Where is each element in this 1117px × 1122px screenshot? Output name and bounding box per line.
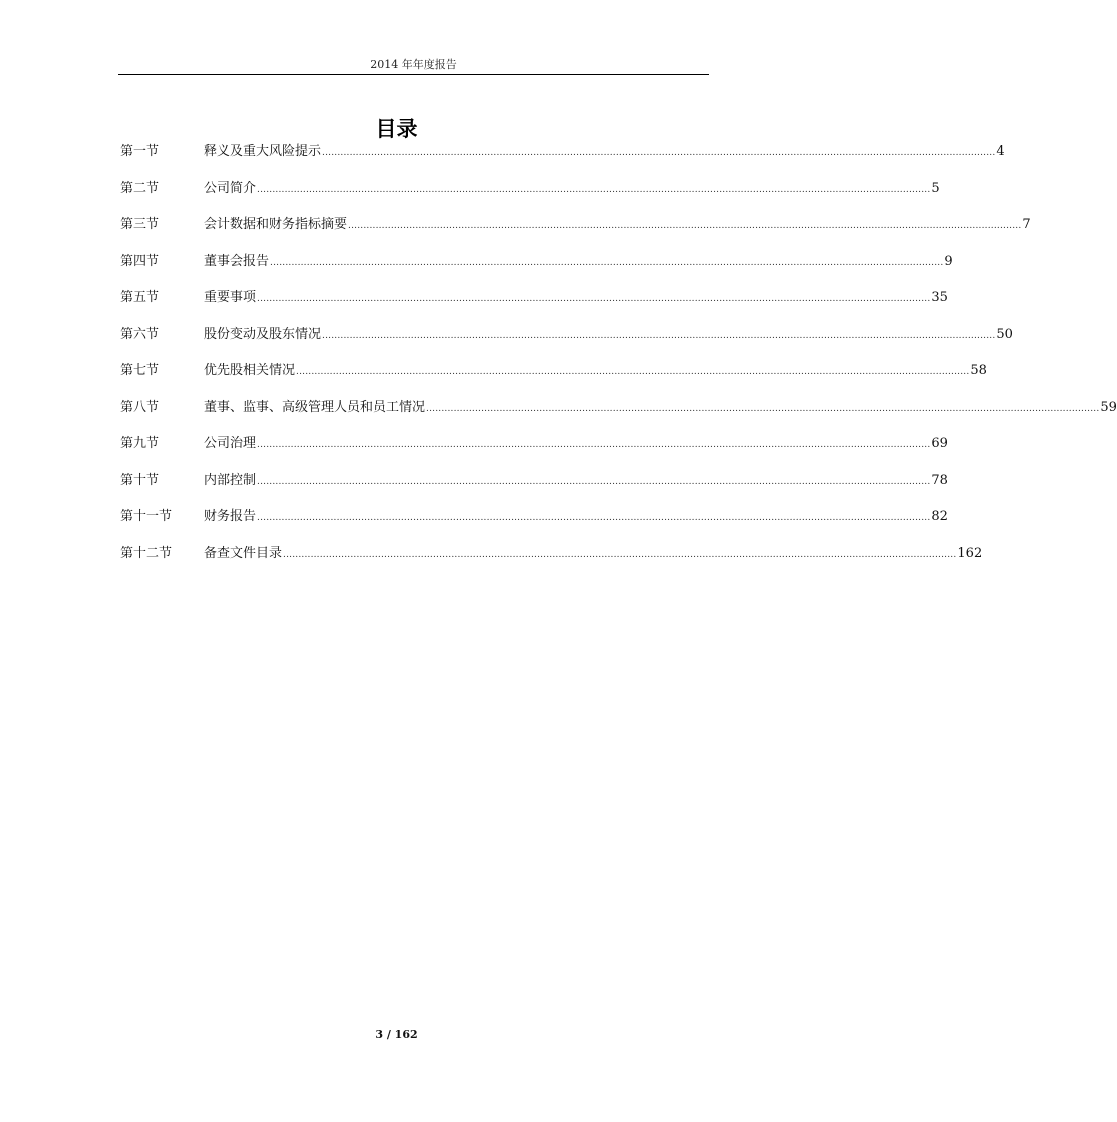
toc-page-number: 7 <box>1022 217 1031 232</box>
toc-section-number: 第十一节 <box>120 509 173 524</box>
toc-entry[interactable] <box>120 398 1117 435</box>
toc-entry[interactable] <box>120 434 948 471</box>
toc-section-number: 第七节 <box>120 363 160 378</box>
toc-leader-dots: ............................................................................................................................................................................................................................ <box>322 330 996 341</box>
toc-section-title: 董事会报告 <box>204 253 270 269</box>
toc-entry[interactable] <box>120 288 948 325</box>
toc-page-number: 35 <box>931 290 948 305</box>
toc-page-number: 82 <box>931 509 948 524</box>
toc-entry[interactable] <box>120 142 1005 179</box>
toc-section-number: 第二节 <box>120 180 160 196</box>
page-number: 3 / 162 <box>375 1028 418 1041</box>
header-divider <box>118 74 709 75</box>
toc-title: 目录 <box>375 117 418 141</box>
toc-page-number: 4 <box>996 144 1005 159</box>
toc-entry[interactable] <box>120 471 948 508</box>
toc-page-number: 78 <box>931 472 948 488</box>
toc-entry[interactable] <box>120 507 948 544</box>
toc-page-number: 58 <box>970 363 987 378</box>
toc-section-number: 第六节 <box>120 326 160 342</box>
toc-section-title: 优先股相关情况 <box>204 363 296 378</box>
toc-leader-dots: ............................................................................................................................................................................................................................ <box>257 476 931 487</box>
toc-section-number: 第十节 <box>120 472 160 488</box>
toc-leader-dots: ............................................................................................................................................................................................................................ <box>283 549 957 560</box>
toc-page-number: 162 <box>957 545 983 561</box>
toc-page-number: 69 <box>931 436 948 451</box>
toc-section-title: 重要事项 <box>204 290 257 305</box>
toc-section-number: 第五节 <box>120 290 160 305</box>
toc-leader-dots: ............................................................................................................................................................................................................................ <box>426 403 1100 414</box>
toc-entry[interactable] <box>120 325 1013 362</box>
toc-entry[interactable] <box>120 544 983 581</box>
toc-section-title: 公司治理 <box>204 436 257 451</box>
toc-entry[interactable] <box>120 179 940 216</box>
toc-section-title: 股份变动及股东情况 <box>204 326 322 342</box>
toc-section-title: 会计数据和财务指标摘要 <box>204 217 348 232</box>
toc-leader-dots: ............................................................................................................................................................................................................................ <box>348 221 1022 231</box>
toc-page-number: 5 <box>931 180 940 196</box>
toc-leader-dots: ............................................................................................................................................................................................................................ <box>257 440 931 450</box>
toc-leader-dots: ............................................................................................................................................................................................................................ <box>257 184 931 195</box>
toc-section-number: 第一节 <box>120 144 160 159</box>
toc-page-number: 59 <box>1100 399 1117 415</box>
toc-list <box>120 142 1117 580</box>
toc-leader-dots: ............................................................................................................................................................................................................................ <box>257 294 931 304</box>
toc-page-number: 50 <box>996 326 1013 342</box>
page-header: 2014 年年度报告 <box>370 58 457 71</box>
toc-section-number: 第四节 <box>120 253 160 269</box>
toc-section-title: 备查文件目录 <box>204 545 283 561</box>
toc-leader-dots: ............................................................................................................................................................................................................................ <box>257 513 931 523</box>
toc-page-number: 9 <box>944 253 953 269</box>
toc-section-title: 董事、监事、高级管理人员和员工情况 <box>204 399 426 415</box>
toc-leader-dots: ............................................................................................................................................................................................................................ <box>322 148 996 158</box>
toc-leader-dots: ............................................................................................................................................................................................................................ <box>270 257 944 268</box>
toc-section-title: 内部控制 <box>204 472 257 488</box>
toc-entry[interactable] <box>120 361 987 398</box>
toc-section-title: 公司简介 <box>204 180 257 196</box>
toc-entry[interactable] <box>120 215 1031 252</box>
toc-section-number: 第九节 <box>120 436 160 451</box>
toc-section-title: 财务报告 <box>204 509 257 524</box>
toc-section-number: 第三节 <box>120 217 160 232</box>
toc-section-title: 释义及重大风险提示 <box>204 144 322 159</box>
toc-section-number: 第八节 <box>120 399 160 415</box>
toc-entry[interactable] <box>120 252 953 289</box>
toc-section-number: 第十二节 <box>120 545 173 561</box>
toc-leader-dots: ............................................................................................................................................................................................................................ <box>296 367 970 377</box>
